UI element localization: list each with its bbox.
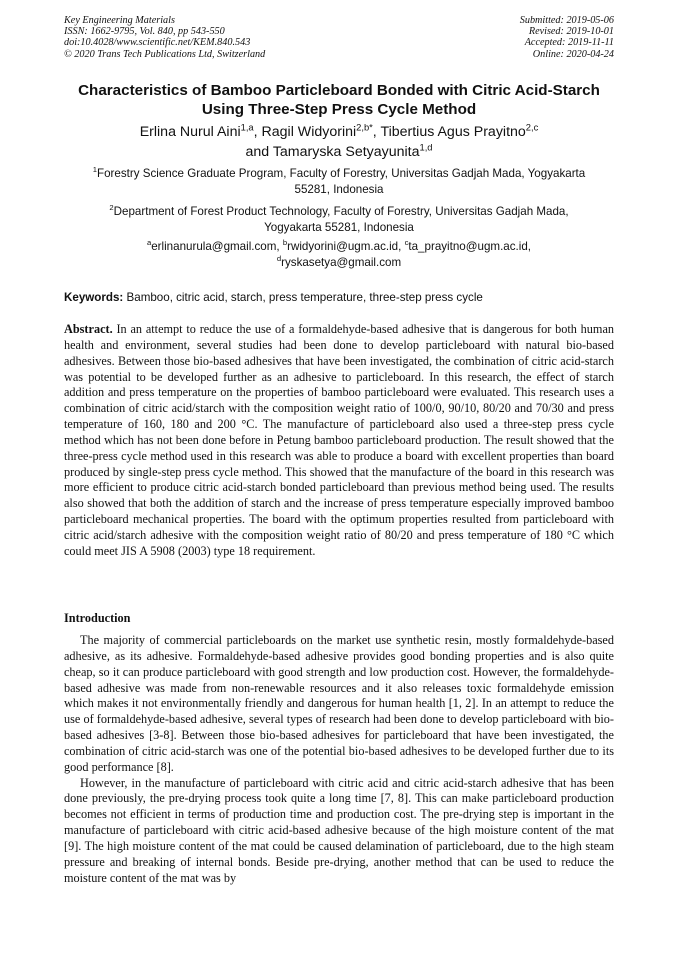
- email-mark: d: [276, 254, 282, 264]
- author-affiliation-mark: 2,b*: [356, 122, 373, 133]
- journal-name: Key Engineering Materials: [64, 15, 175, 26]
- abstract: [64, 322, 614, 560]
- submitted-date: Submitted: 2019-05-06: [519, 15, 614, 26]
- affiliation-text: Yogyakarta 55281, Indonesia: [264, 221, 414, 235]
- affiliation-text: 55281, Indonesia: [294, 183, 384, 197]
- abstract-label: Abstract.: [64, 322, 113, 336]
- paragraph: However, in the manufacture of particleboard with citric acid and citric acid-starch adhesive that has been done previously, the pre-drying process took quite a long time [7, 8]. This can make particleboard production becomes not efficient in terms of production time and production cost. The pre-drying step is important in the manufacture of particleboard with citric acid-based adhesive because of the high moisture content of the mat [9]. The high moisture content of the mat could be caused delamination of particleboard, due to the high steam pressure and breaking of internal bonds. Beside pre-drying, another method that can be used to reduce the moisture content of the mat was by: [64, 775, 614, 885]
- email-address: ta_prayitno@ugm.ac.id,: [408, 240, 532, 253]
- email-address: rwidyorini@ugm.ac.id,: [287, 240, 402, 253]
- title-line: Using Three-Step Press Cycle Method: [201, 101, 477, 118]
- keywords-label: Keywords:: [64, 291, 124, 304]
- accepted-date: Accepted: 2019-11-11: [524, 37, 614, 49]
- doi-line: doi:10.4028/www.scientific.net/KEM.840.543: [64, 37, 251, 49]
- author-name: and Tamaryska Setyayunita: [245, 143, 420, 160]
- author-affiliation-mark: 1,d: [419, 141, 433, 152]
- affiliation-text: Department of Forest Product Technology, Faculty of Forestry, Universitas Gadjah Mada,: [113, 205, 569, 218]
- publication-dates: [520, 15, 614, 60]
- introduction-body: [64, 633, 614, 887]
- journal-info: [64, 15, 265, 60]
- email-mark: a: [146, 238, 152, 248]
- section-heading: Introduction: [64, 611, 131, 625]
- paragraph: The majority of commercial particleboards on the market use synthetic resin, mostly formaldehyde-based adhesive, as its adhesive. Formaldehyde-based adhesive provides good bonding properties and is also quite cheap, so it can produce particleboard with good strength and low production cost. However, the formaldehyde-based adhesive was made from non-renewable resources and it also releases toxic formaldehyde emission which makes it not environmentally friendly and dangerous for human health [1, 2]. In an attempt to reduce the use of formaldehyde-based adhesive, several types of research had been done to develop particleboard with bio-based adhesives [3-8]. Between those bio-based adhesives for particleboard that have been investigated, the combination of citric acid-starch was one of the potential bio-based adhesives to be developed further due to its good performance [8].: [64, 633, 614, 774]
- author-name: Tibertius Agus Prayitno: [380, 124, 526, 140]
- email-address: erlinanurula@gmail.com,: [151, 240, 280, 253]
- abstract-text: In an attempt to reduce the use of a formaldehyde-based adhesive that is dangerous for both human health and environment, several studies had been done to develop particleboard with natural bio-based adhesives. Between those bio-based adhesives that have been investigated, the combination of citric acid-starch was potential to be developed further as an adhesive to particleboard. In this research, the effect of starch addition and press temperature on the properties of bamboo particleboard were evaluated. This research uses a combination of citric acid/starch with the composition weight ratio of 100/0, 90/10, 80/20 and 70/30 and press temperature of 160, 180 and 200 °C. The manufacture of particleboard also used a three-step press cycle method which has not been done before in Petung bamboo particleboard production. The result showed that the three-press cycle method used in this research was able to produce a board with excellent properties than board produced by single-step press cycle method. This showed that the manufacture of the board in this research was more efficient to produce citric acid-starch bonded particleboard than previous method being used. The results also showed that both the addition of starch and the increase of press temperature especially improved bamboo particleboard mechanical properties. The board with the optimum properties resulted from particleboard with citric acid/starch adhesive with the composition weight ratio of 80/20 and press temperature of 180 °C which could meet JIS A 5908 (2003) type 18 requirement.: [64, 322, 615, 558]
- author-emails: [60, 239, 618, 271]
- email-mark: c: [404, 238, 409, 248]
- email-address: ryskasetya@gmail.com: [281, 256, 402, 270]
- keywords-text: Bamboo, citric acid, starch, press temperature, three-step press cycle: [126, 291, 483, 304]
- affiliation-mark: 1: [92, 165, 97, 175]
- paper-title: [40, 81, 638, 119]
- affiliation-1: [60, 166, 618, 198]
- issn-line: ISSN: 1662-9795, Vol. 840, pp 543-550: [64, 26, 225, 38]
- author-list: Erlina Nurul Aini$^{1,a}$, Ragil Widyorini$^{2,b*}$, Tibertius Agus Prayitno$^{2,c}$ and Tamaryska Setyayunita$^{1,d}$: [139, 122, 539, 160]
- author-affiliation-mark: 1,a: [240, 122, 254, 133]
- revised-date: Revised: 2019-10-01: [528, 26, 614, 38]
- keywords: [64, 290, 624, 305]
- affiliation-2: [60, 204, 618, 236]
- title-line: Characteristics of Bamboo Particleboard Bonded with Citric Acid-Starch: [78, 82, 600, 99]
- affiliation-text: Forestry Science Graduate Program, Faculty of Forestry, Universitas Gadjah Mada, Yogyakarta: [97, 167, 586, 180]
- online-date: Online: 2020-04-24: [532, 48, 614, 60]
- email-mark: b: [282, 238, 288, 248]
- copyright-line: © 2020 Trans Tech Publications Ltd, Switzerland: [64, 48, 266, 60]
- author-name: Ragil Widyorini: [261, 124, 357, 140]
- author-affiliation-mark: 2,c: [525, 122, 539, 133]
- author-name: Erlina Nurul Aini: [139, 124, 241, 140]
- affiliation-mark: 2: [109, 203, 114, 213]
